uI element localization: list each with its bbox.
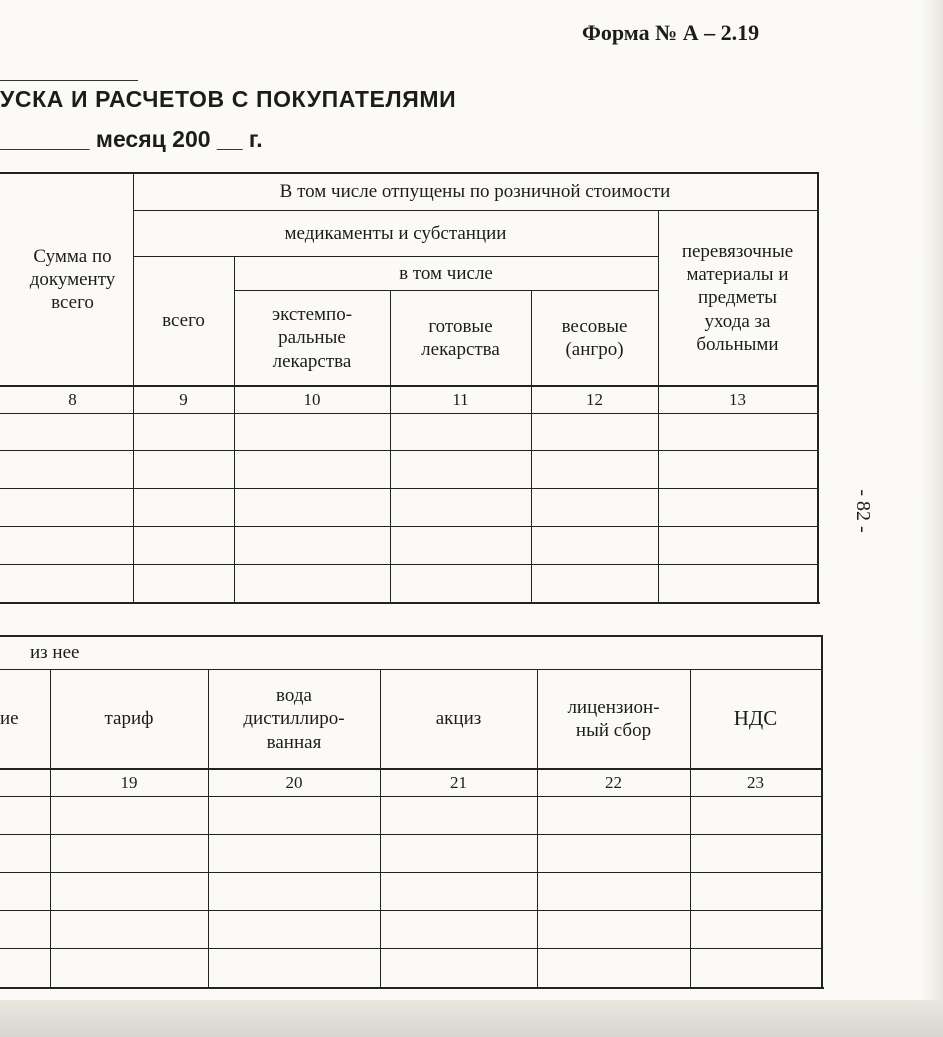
- table1-row-rule: [0, 488, 818, 489]
- table2-row-rule: [0, 834, 822, 835]
- medicines-header: медикаменты и субстанции: [284, 222, 507, 244]
- form-number: Форма № А – 2.19: [582, 20, 760, 45]
- document-title: УСКА И РАСЧЕТОВ С ПОКУПАТЕЛЯМИ: [0, 86, 457, 112]
- table2-bottom-border: [0, 987, 824, 989]
- col-total: всего: [162, 310, 205, 332]
- table2-row-rule: [0, 910, 822, 911]
- table1-row-rule: [0, 450, 818, 451]
- retail-value-header: В том числе отпущены по розничной стоимости: [279, 181, 671, 203]
- column-number: 23: [747, 772, 764, 792]
- column-number: 10: [303, 389, 321, 409]
- column-number: 22: [605, 772, 622, 792]
- table1-row-rule: [0, 564, 818, 565]
- page-edge: [922, 0, 943, 1000]
- column-number: 19: [120, 772, 138, 792]
- table2-row-rule: [0, 948, 822, 949]
- col-partial: ие: [0, 708, 19, 730]
- column-number: 8: [68, 389, 77, 409]
- of-which-header: из нее: [30, 642, 80, 664]
- col-weighted: весовые (ангро): [561, 315, 628, 360]
- including-header: в том числе: [399, 262, 493, 284]
- table2-right-border: [821, 635, 823, 989]
- page-bottom-shadow: [0, 1000, 943, 1037]
- table2-numbers-rule: [0, 796, 822, 797]
- column-number: 11: [452, 389, 469, 409]
- table1-numbers-rule: [0, 413, 818, 414]
- column-number: 13: [729, 389, 746, 409]
- document-period: _______ месяц 200 __ г.: [0, 126, 263, 152]
- col-license-fee: лицензион- ный сбор: [567, 696, 660, 741]
- column-number: 21: [450, 772, 467, 792]
- col-tariff: тариф: [104, 708, 154, 730]
- column-number: 12: [586, 389, 603, 409]
- table2-row-rule: [0, 872, 822, 873]
- page-number: - 82 -: [852, 489, 874, 533]
- col-extemporaneous: экстемпо- ральные лекарства: [271, 304, 353, 372]
- column-number: 9: [179, 389, 188, 409]
- col-excise: акциз: [435, 708, 482, 730]
- col-document-sum: Сумма по документу всего: [29, 245, 116, 314]
- table1-bottom-border: [0, 602, 820, 604]
- col-vat: НДС: [733, 706, 778, 731]
- column-number: 20: [285, 772, 303, 792]
- table1-right-border: [817, 172, 819, 604]
- col-distilled-water: вода дистиллиро- ванная: [243, 685, 345, 753]
- table1-row-rule: [0, 526, 818, 527]
- title-overline: [0, 80, 138, 81]
- col-ready-medicines: готовые лекарства: [421, 315, 500, 360]
- col-dressings: перевязочные материалы и предметы ухода за больными: [681, 241, 794, 355]
